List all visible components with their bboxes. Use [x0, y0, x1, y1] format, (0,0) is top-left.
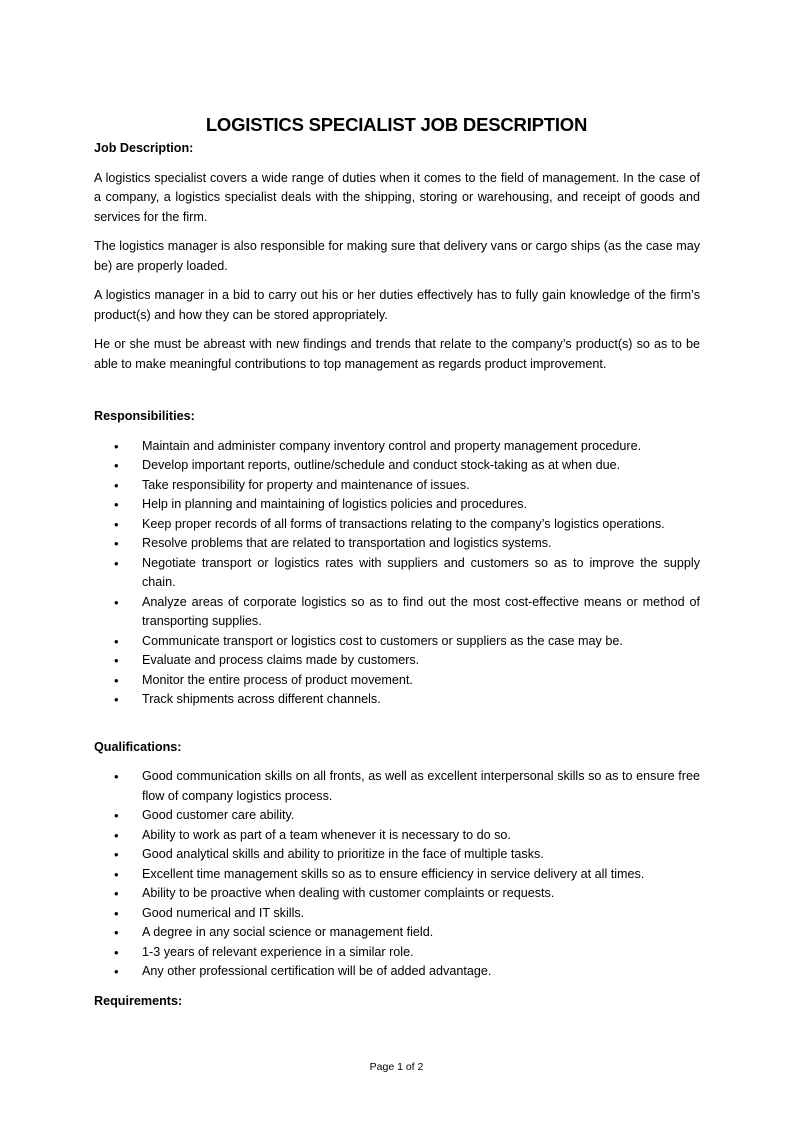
bullet-icon: •	[114, 886, 119, 901]
list-item-text: Ability to work as part of a team whenever it is necessary to do so.	[142, 827, 511, 842]
list-item	[94, 923, 700, 943]
list-item	[94, 671, 700, 691]
bullet-icon: •	[114, 633, 119, 649]
bullet-icon: •	[114, 594, 119, 610]
list-item	[94, 962, 700, 982]
list-item	[94, 554, 700, 593]
list-item	[94, 476, 700, 496]
list-item-text: Communicate transport or logistics cost to customers or suppliers as the case may be.	[142, 633, 623, 648]
list-item	[94, 767, 700, 806]
list-item-text: Help in planning and maintaining of logistics policies and procedures.	[142, 497, 528, 511]
list-item	[94, 690, 700, 710]
requirements-heading: Requirements:	[94, 993, 183, 1008]
list-item-text: Resolve problems that are related to transportation and logistics systems.	[142, 536, 552, 550]
list-item-text: Good customer care ability.	[142, 808, 295, 822]
list-item	[94, 515, 700, 535]
list-item-text: Ability to be proactive when dealing with customer complaints or requests.	[142, 886, 555, 900]
list-item-text: Good communication skills on all fronts, as well as excellent interpersonal skills so as to ensure free flow of company logistics process.	[142, 769, 700, 803]
list-item	[94, 632, 700, 652]
job-description-heading: Job Description:	[94, 141, 194, 155]
bullet-icon: •	[114, 458, 119, 473]
list-item	[94, 826, 700, 846]
bullet-icon: •	[114, 555, 119, 571]
bullet-icon: •	[114, 692, 119, 707]
qualifications-list	[94, 767, 700, 982]
document-body	[94, 139, 700, 1011]
bullet-icon: •	[114, 866, 119, 882]
list-item	[94, 865, 700, 885]
list-item	[94, 534, 700, 554]
list-item	[94, 651, 700, 671]
list-item-text: Evaluate and process claims made by customers.	[142, 653, 420, 667]
list-item-text: Develop important reports, outline/schedule and conduct stock-taking as at when due.	[142, 458, 621, 472]
list-item-text: Excellent time management skills so as to ensure efficiency in service delivery at all times.	[142, 866, 645, 881]
qualifications-heading: Qualifications:	[94, 739, 182, 754]
bullet-icon: •	[114, 536, 119, 551]
bullet-icon: •	[114, 808, 119, 823]
bullet-icon: •	[114, 497, 119, 512]
list-item	[94, 806, 700, 826]
list-item-text: A degree in any social science or management field.	[142, 925, 434, 939]
list-item	[94, 437, 700, 457]
bullet-icon: •	[114, 905, 119, 921]
bullet-icon: •	[114, 477, 119, 493]
list-item	[94, 456, 700, 476]
list-item-text: Monitor the entire process of product movement.	[142, 672, 413, 687]
bullet-icon: •	[114, 672, 119, 688]
list-item	[94, 495, 700, 515]
list-item-text: Good numerical and IT skills.	[142, 905, 305, 920]
list-item	[94, 845, 700, 865]
bullet-icon: •	[114, 925, 119, 940]
list-item-text: Any other professional certification will be of added advantage.	[142, 964, 492, 978]
list-item	[94, 904, 700, 924]
bullet-icon: •	[114, 438, 119, 454]
bullet-icon: •	[114, 827, 119, 843]
list-item	[94, 593, 700, 632]
bullet-icon: •	[114, 964, 119, 979]
paragraph: The logistics manager is also responsible for making sure that delivery vans or cargo ships (as the case may be) are properly loaded.	[94, 239, 700, 273]
paragraph: A logistics specialist covers a wide range of duties when it comes to the field of management. In the case of a company, a logistics specialist deals with the shipping, storing or warehousing, and receipt of goods and services for the firm.	[94, 170, 700, 224]
page-title: LOGISTICS SPECIALIST JOB DESCRIPTION	[205, 114, 588, 135]
list-item-text: Track shipments across different channels.	[142, 692, 381, 706]
page-number: Page 1 of 2	[369, 1061, 424, 1073]
list-item-text: 1-3 years of relevant experience in a similar role.	[142, 944, 414, 959]
list-item-text: Good analytical skills and ability to prioritize in the face of multiple tasks.	[142, 847, 544, 861]
list-item-text: Take responsibility for property and maintenance of issues.	[142, 477, 470, 492]
list-item-text: Keep proper records of all forms of transactions relating to the company’s logistics operations.	[142, 516, 665, 531]
list-item	[94, 884, 700, 904]
bullet-icon: •	[114, 516, 119, 532]
list-item-text: Analyze areas of corporate logistics so as to find out the most cost-effective means or method of transporting supplies.	[142, 594, 700, 628]
bullet-icon: •	[114, 847, 119, 862]
responsibilities-heading: Responsibilities:	[94, 409, 195, 423]
bullet-icon: •	[114, 653, 119, 668]
list-item-text: Negotiate transport or logistics rates with suppliers and customers so as to improve the supply chain.	[142, 555, 700, 589]
paragraph: He or she must be abreast with new findings and trends that relate to the company’s product(s) so as to be able to make meaningful contributions to top management as regards product improvement.	[94, 337, 700, 371]
bullet-icon: •	[114, 769, 119, 784]
list-item-text: Maintain and administer company inventory control and property management procedure.	[142, 438, 642, 453]
bullet-icon: •	[114, 944, 119, 960]
list-item	[94, 943, 700, 963]
responsibilities-list	[94, 437, 700, 710]
paragraph: A logistics manager in a bid to carry out his or her duties effectively has to fully gain knowledge of the firm’s product(s) and how they can be stored appropriately.	[94, 288, 700, 322]
